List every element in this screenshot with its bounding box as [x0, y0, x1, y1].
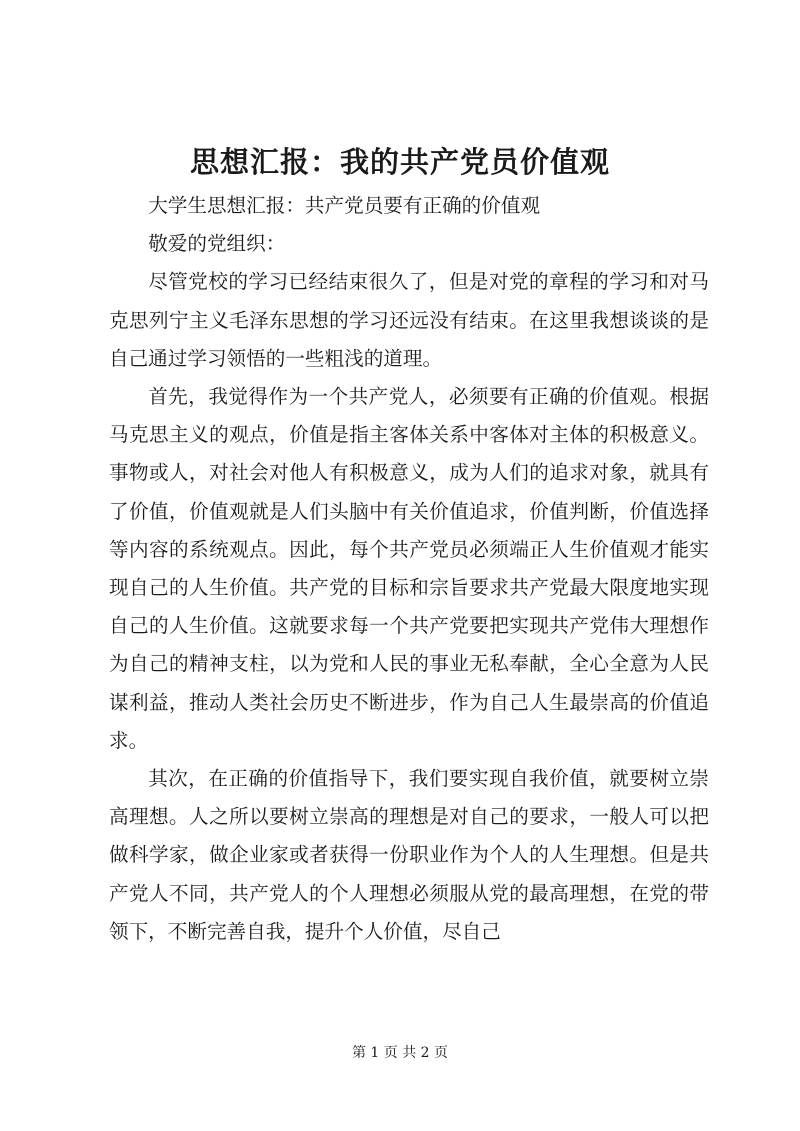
body-paragraph: 尽管党校的学习已经结束很久了，但是对党的章程的学习和对马克思列宁主义毛泽东思想的学习还远没有结束。在这里我想谈谈的是自己通过学习领悟的一些粗浅的道理。	[109, 270, 709, 370]
salutation-paragraph: 敬爱的党组织：	[148, 232, 286, 256]
page-footer: 第 1 页 共 2 页	[351, 1045, 449, 1061]
body-paragraph: 首先，我觉得作为一个共产党人，必须要有正确的价值观。根据马克思主义的观点，价值是指主客体关系中客体对主体的积极意义。事物或人，对社会对他人有积极意义，成为人们的追求对象，就具有了价值，价值观就是人们头脑中有关价值追求，价值判断，价值选择等内容的系统观点。因此，每个共产党员必须端正人生价值观才能实现自己的人生价值。共产党的目标和宗旨要求共产党最大限度地实现自己的人生价值。这就要求每一个共产党要把实现共产党伟大理想作为自己的精神支柱，以为党和人民的事业无私奉献，全心全意为人民谋利益，推动人类社会历史不断进步，作为自己人生最崇高的价值追求。	[109, 385, 709, 752]
document-body	[109, 187, 709, 951]
document-title: 思想汇报：我的共产党员价值观	[189, 145, 610, 179]
body-paragraph: 其次，在正确的价值指导下，我们要实现自我价值，就要树立崇高理想。人之所以要树立崇高的理想是对自己的要求，一般人可以把做科学家，做企业家或者获得一份职业作为个人的人生理想。但是共产党人不同，共产党人的个人理想必须服从党的最高理想，在党的带领下，不断完善自我，提升个人价值，尽自己	[109, 767, 709, 943]
subtitle-paragraph: 大学生思想汇报：共产党员要有正确的价值观	[148, 194, 541, 217]
